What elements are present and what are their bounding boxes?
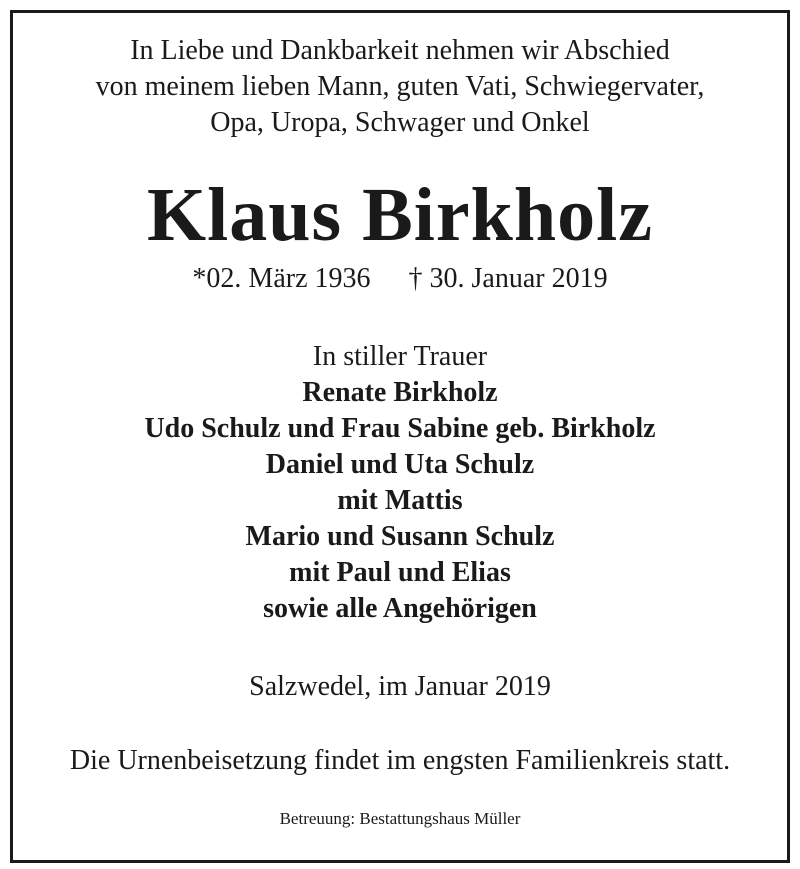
place-and-date: Salzwedel, im Januar 2019 <box>249 671 551 702</box>
intro-line-1: In Liebe und Dankbarkeit nehmen wir Abschied <box>130 35 670 66</box>
mourner-name: sowie alle Angehörigen <box>263 593 537 624</box>
mourner-name: Udo Schulz und Frau Sabine geb. Birkholz <box>144 413 656 444</box>
mourner-name: Renate Birkholz <box>302 377 498 408</box>
death-date: † 30. Januar 2019 <box>408 263 608 294</box>
death-notice <box>10 10 790 863</box>
intro-line-2: von meinem lieben Mann, guten Vati, Schwiegervater, <box>95 71 705 102</box>
mourning-heading: In stiller Trauer <box>312 341 488 372</box>
mourner-name: mit Mattis <box>337 485 463 516</box>
intro-line-3: Opa, Uropa, Schwager und Onkel <box>210 107 590 138</box>
mourner-name: Daniel und Uta Schulz <box>265 449 535 480</box>
mourner-name: Mario und Susann Schulz <box>245 521 555 552</box>
deceased-name: Klaus Birkholz <box>147 173 653 257</box>
mourner-name: mit Paul und Elias <box>289 557 511 588</box>
funeral-home-credit: Betreuung: Bestattungshaus Müller <box>279 809 521 828</box>
birth-date: *02. März 1936 <box>192 263 371 294</box>
burial-note: Die Urnenbeisetzung findet im engsten Familienkreis statt. <box>69 745 731 776</box>
life-dates <box>13 263 787 295</box>
